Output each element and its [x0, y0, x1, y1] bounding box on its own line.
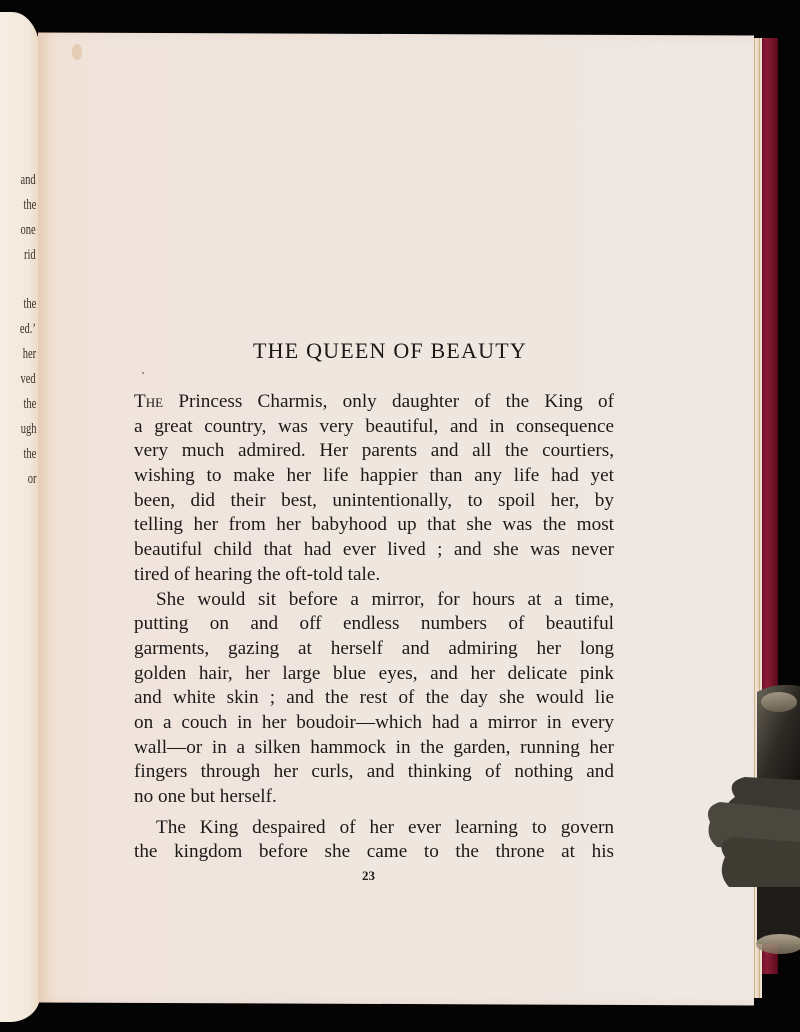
left-page-fragment: ugh [20, 421, 36, 437]
text-line-content: Princess Charmis, only daughter of the King of [163, 391, 614, 412]
left-page-fragment: the [23, 197, 36, 213]
left-page-fragment: one [20, 222, 36, 238]
text-line: very much admired. Her parents and all the courtiers, [134, 440, 614, 462]
small-caps-lead: The [134, 391, 164, 412]
text-line: wall—or in a silken hammock in the garden, running her [134, 736, 614, 758]
left-page-fragment: the [23, 446, 36, 462]
left-page-fragment: the [23, 296, 36, 312]
chapter-title: THE QUEEN OF BEAUTY [253, 338, 527, 363]
left-page [0, 12, 40, 1022]
left-page-fragment: ved [20, 371, 36, 387]
text-line: no one but herself. [134, 786, 277, 807]
text-line: a great country, was very beautiful, and in consequence [134, 415, 614, 437]
text-line: the kingdom before she came to the throne at his [134, 841, 614, 863]
text-line: telling her from her babyhood up that she was the most [134, 514, 614, 536]
text-line: on a couch in her boudoir—which had a mirror in every [134, 711, 614, 733]
text-line: The King despaired of her ever learning to govern [156, 816, 614, 838]
left-page-fragment: her [22, 346, 36, 362]
text-line: been, did their best, unintentionally, to spoil her, by [134, 489, 614, 511]
text-line: fingers through her curls, and thinking of nothing and [134, 761, 614, 783]
left-page-fragment: and [20, 172, 36, 188]
left-page-fragment: or [27, 471, 36, 487]
text-line: tired of hearing the oft-told tale. [134, 563, 381, 585]
metal-clip-icon [705, 682, 800, 962]
paper-speck [142, 372, 144, 374]
text-line: wishing to make her life happier than any life had yet [134, 465, 614, 487]
text-line: and white skin ; and the rest of the day she would lie [134, 687, 614, 709]
text-line: garments, gazing at herself and admiring her long [134, 637, 614, 659]
text-line: putting on and off endless numbers of beautiful [134, 613, 614, 635]
text-line: beautiful child that had ever lived ; and she was never [134, 539, 614, 561]
text-line: She would sit before a mirror, for hours at a time, [156, 588, 614, 610]
page-number: 23 [362, 868, 375, 883]
left-page-fragment: ed.’ [19, 321, 36, 337]
foxing-stain [72, 44, 82, 60]
text-line [134, 390, 614, 415]
text-line: golden hair, her large blue eyes, and her delicate pink [134, 662, 614, 684]
left-page-fragment: the [23, 396, 36, 412]
left-page-fragment: rid [24, 247, 36, 263]
body-text [134, 390, 614, 865]
